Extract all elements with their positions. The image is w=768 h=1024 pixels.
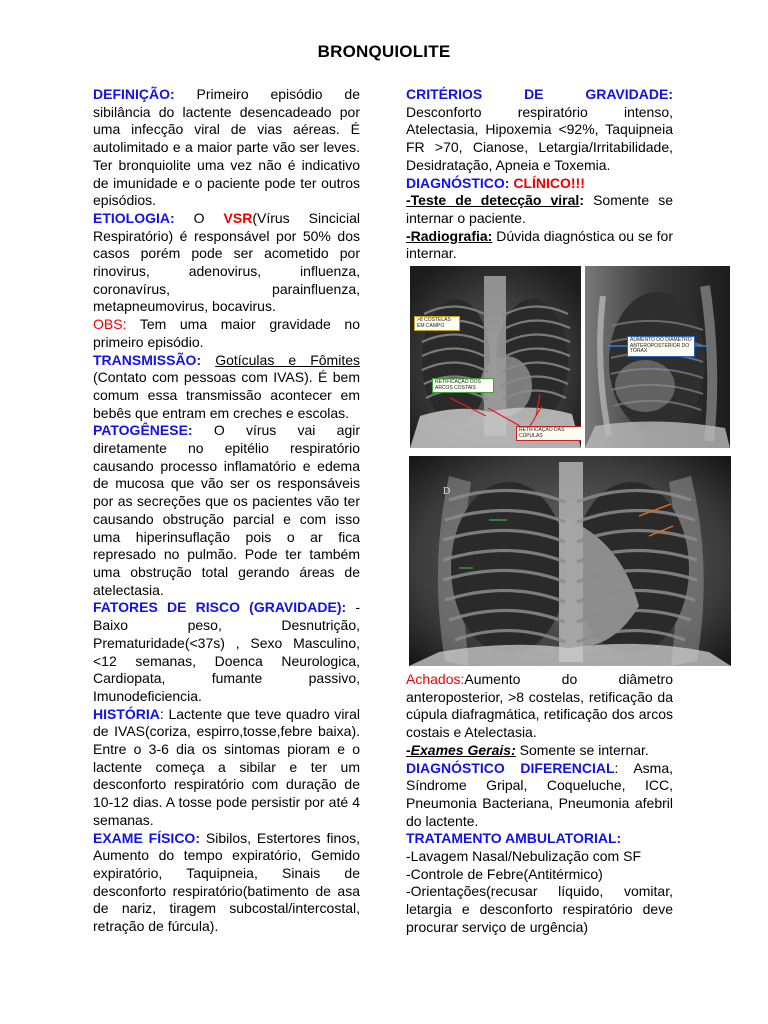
etiologia-text: (Vírus Sincicial Respiratório) é responsável por 50% dos casos porém pode ser acometido por rinovirus, adenovirus, influenza, coronavírus, parainfluenza, metapneumovirus, bocavirus. [93, 209, 360, 315]
fatores-text: -Baixo peso, Desnutrição, Prematuridade(<37s) , Sexo Masculino, <12 semanas, Doenca Neurologica, Cardiopata, fumante passivo, Imunodeficiencia. [93, 599, 360, 704]
page-title: BRONQUIOLITE [317, 42, 451, 61]
criterios-text: Desconforto respiratório intenso, Atelectasia, Hipoxemia <92%, Taquipneia FR >70, Cianose, Letargia/Irritabilidade, Desidratação, Apneia e Toxemia. [406, 103, 673, 173]
xray-frontal-annotated [410, 266, 581, 448]
teste-colon: : [579, 192, 584, 209]
section-diferencial [406, 760, 673, 831]
achados-label: Achados: [406, 671, 465, 687]
diagnostico-label: DIAGNÓSTICO: [406, 174, 510, 191]
radiografia-label: -Radiografia: [406, 227, 493, 244]
fatores-label: FATORES DE RISCO (GRAVIDADE): [93, 599, 347, 616]
right-column-bottom [406, 671, 673, 937]
anno-costelas: >8 COSTELAS EM CAMPO [414, 316, 460, 331]
section-patogenese [93, 422, 360, 599]
section-historia [93, 706, 360, 830]
section-tratamento [406, 830, 673, 848]
anno-diametro: AUMENTO DO DIÂMETRO ANTEROPOSTERIOR DO TÓRAX [627, 336, 695, 357]
anno-retificacao-cupulas: RETIFICAÇÃO DAS CÚPULAS [516, 426, 581, 441]
section-etiologia [93, 210, 360, 316]
exames-gerais-text: Somente se internar. [515, 741, 649, 758]
section-diagnostico [406, 175, 673, 193]
etiologia-label: ETIOLOGIA: [93, 209, 175, 226]
patogenese-text: O vírus vai agir diretamente no epitélio respiratório causando processo inflamatório e edema de mucosa que vão ser os responsáveis por as secreções que os pacientes vão ter causando obstrução parcial e com isso uma hiperinsuflação pois o ar fica represado no pulmão. Pode ter também uma obstrução total gerando áreas de atelectasia. [93, 422, 360, 598]
definicao-label: DEFINIÇÃO: [93, 86, 175, 102]
transmissao-text: (Contato com pessoas com IVAS). É bem comum essa transmissão acontecer em bebês que entram em creches e escolas. [93, 369, 360, 421]
xray-frontal-large [409, 456, 731, 666]
teste-text: Somente se internar o paciente. [406, 192, 673, 226]
tratamento-item: -Orientações(recusar líquido, vomitar, letargia e desconforto respiratório deve procurar serviço de urgência) [406, 883, 673, 935]
historia-label: HISTÓRIA [93, 705, 160, 722]
section-achados [406, 671, 673, 742]
section-radiografia [406, 228, 673, 263]
historia-text: : Lactente que teve quadro viral de IVAS(coriza, espirro,tosse,febre baixa). Entre o 3-6 dia os sintomas pioram e o lactente começa a sibilar e ter um desconforto respiratório com duração de 10-12 dias. A tosse pode persistir por até 4 semanas. [93, 705, 360, 828]
patogenese-label: PATOGÊNESE: [93, 422, 193, 439]
diferencial-label: DIAGNÓSTICO DIFERENCIAL [406, 759, 615, 776]
section-transmissao [93, 352, 360, 423]
xray-lateral-image [585, 266, 730, 448]
etiologia-vsr: VSR [223, 209, 253, 226]
definicao-text: Primeiro episódio de sibilância do lactente desencadeado por uma infecção viral de vias aéreas. É autolimitado e a maior parte vão ser leves. Ter bronquiolite uma vez não é indicativo de imunidade e o paciente pode ter outros episódios. [93, 86, 360, 209]
section-criterios [406, 86, 673, 175]
transmissao-label: TRANSMISSÃO: [93, 351, 202, 368]
achados-text: Aumento do diâmetro anteroposterior, >8 costelas, retificação da cúpula diafragmática, retificação dos arcos costais e Atelectasia. [406, 671, 673, 741]
section-definicao [93, 86, 360, 210]
right-column-top [406, 86, 673, 263]
left-column [93, 86, 360, 936]
xray-side-marker: D [443, 486, 451, 497]
tratamento-item: -Lavagem Nasal/Nebulização com SF [406, 848, 641, 865]
section-fatores [93, 599, 360, 705]
xray-frontal-image [410, 266, 581, 448]
teste-label: -Teste de detecção viral [406, 192, 580, 209]
xray-large-image [409, 456, 731, 666]
section-teste [406, 192, 673, 227]
exame-label: EXAME FÍSICO: [93, 829, 200, 846]
section-exame [93, 830, 360, 936]
criterios-label: CRITÉRIOS DE GRAVIDADE: [406, 86, 673, 102]
tratamento-label: TRATAMENTO AMBULATORIAL: [406, 830, 622, 847]
anno-retificacao-arcos: RETIFICAÇÃO DOS ARCOS COSTAIS [432, 378, 494, 393]
transmissao-underlined: Gotículas e Fômites [215, 351, 360, 368]
radiografia-text: Dúvida diagnóstica ou se for internar. [406, 227, 673, 262]
diferencial-text: : Asma, Síndrome Gripal, Coqueluche, ICC, Pneumonia Bacteriana, Pneumonia afebril do lactente. [406, 759, 673, 829]
xray-lateral-annotated [585, 266, 730, 448]
obs-label: OBS: [93, 316, 127, 333]
etiologia-pre: O [174, 209, 224, 226]
obs-text: Tem uma maior gravidade no primeiro episódio. [93, 316, 360, 350]
section-exames-gerais [406, 742, 673, 760]
exame-text: Sibilos, Estertores finos, Aumento do tempo expiratório, Gemido expiratório, Taquipneia, Sinais de desconforto respiratório(batimento de asa de nariz, tiragem subcostal/intercostal, retração de fúrcula). [93, 829, 361, 935]
diagnostico-value: CLÍNICO!!! [509, 174, 585, 191]
section-obs [93, 316, 360, 351]
exames-gerais-label: -Exames Gerais: [406, 741, 516, 758]
tratamento-item: -Controle de Febre(Antitérmico) [406, 865, 603, 882]
